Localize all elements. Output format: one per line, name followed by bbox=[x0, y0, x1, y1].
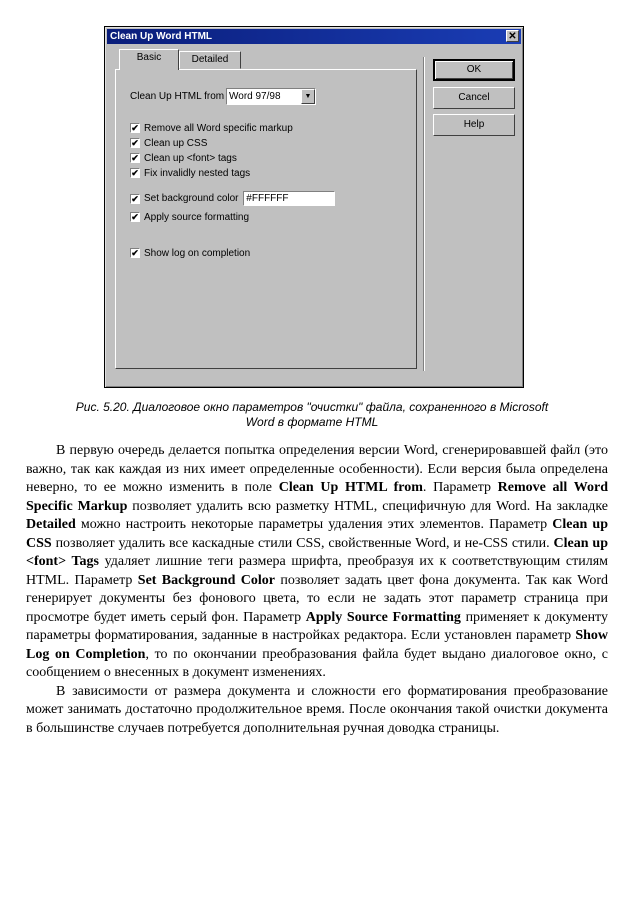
paragraph-2: В зависимости от размера документа и сложности его форматирования преобразование может занимать достаточно продолжительное время. После окончания такой очистки документа в большинстве случаев потребуется дополнительная ручная доводка страницы. bbox=[26, 683, 608, 736]
text-run: удаляет лишние теги размера шрифта, преобразуя их к соответствующим стилям HTML. Параметр bbox=[26, 554, 608, 588]
option-remove-word-markup[interactable] bbox=[130, 122, 293, 135]
bold-term: Clean up CSS bbox=[26, 517, 608, 551]
paragraph-1 bbox=[26, 442, 608, 683]
clean-up-font-tags-checkbox[interactable]: ✔ bbox=[131, 153, 139, 164]
bold-term: Show Log on Completion bbox=[26, 628, 608, 662]
text-run: , то по окончании преобразования файла будет выдано диалоговое окно, с сообщением о внесенных в документ изменениях. bbox=[26, 646, 608, 680]
caption-line-1: Рис. 5.20. Диалоговое окно параметров "очистки" файла, сохраненного в Microsoft bbox=[75, 400, 549, 414]
option-label: Apply source formatting bbox=[144, 212, 250, 223]
text-run: позволяет удалить всю разметку HTML, специфичную для Word. На закладке bbox=[127, 498, 608, 514]
bold-term: Detailed bbox=[26, 517, 76, 532]
clean-up-from-value: Word 97/98 bbox=[229, 91, 281, 102]
text-run: применяет к документу параметры форматирования, заданные в настройках редактора. Если установлен параметр bbox=[26, 609, 608, 643]
dialog-separator bbox=[423, 57, 425, 371]
chevron-down-icon[interactable]: ▼ bbox=[301, 89, 315, 104]
cancel-button[interactable]: Cancel bbox=[433, 87, 515, 109]
option-fix-nested-tags[interactable] bbox=[130, 167, 250, 180]
text-run: позволяет удалить все каскадные стили CSS, свойственные Word, и не-CSS стили. bbox=[51, 535, 554, 551]
help-button[interactable]: Help bbox=[433, 114, 515, 136]
bold-term: Set Background Color bbox=[137, 572, 276, 588]
ok-button[interactable]: OK bbox=[433, 59, 515, 81]
set-background-color-checkbox[interactable]: ✔ bbox=[131, 193, 139, 204]
bold-term: Clean Up HTML from bbox=[278, 480, 423, 495]
clean-up-from-label: Clean Up HTML from bbox=[130, 91, 225, 102]
tab-detailed[interactable]: Detailed bbox=[179, 51, 241, 69]
option-label: Clean up <font> tags bbox=[144, 153, 237, 164]
basic-tab-panel bbox=[115, 69, 417, 369]
tab-basic[interactable]: Basic bbox=[119, 49, 179, 70]
text-run: можно настроить некоторые параметры удаления этих элементов. Параметр bbox=[75, 517, 553, 532]
option-label: Fix invalidly nested tags bbox=[144, 168, 251, 179]
option-clean-up-font-tags[interactable] bbox=[130, 152, 237, 165]
bold-term: Apply Source Formatting bbox=[305, 609, 461, 625]
remove-word-markup-checkbox[interactable]: ✔ bbox=[131, 123, 139, 134]
fix-nested-tags-checkbox[interactable]: ✔ bbox=[131, 168, 139, 179]
show-log-checkbox[interactable]: ✔ bbox=[131, 248, 139, 259]
dialog-title: Clean Up Word HTML bbox=[110, 31, 213, 42]
text-run: В первую очередь делается попытка определения версии Word, сгенерировавшей файл (это важно, так как каждая из них имеет определенные особенности). Если версия была определена неверно, то ее можно изменить в поле bbox=[26, 443, 608, 495]
option-label: Clean up CSS bbox=[144, 138, 208, 149]
option-label: Set background color bbox=[144, 193, 239, 205]
text-run: позволяет задать цвет фона документа. Так как Word генерирует документы без фонового цвета, то если не задать этот параметр страница при просмотре будет иметь серый фон. Параметр bbox=[26, 572, 609, 625]
body-text bbox=[26, 442, 608, 738]
close-icon[interactable]: ✕ bbox=[506, 30, 519, 42]
option-show-log[interactable] bbox=[130, 247, 250, 260]
option-clean-up-css[interactable] bbox=[130, 137, 207, 150]
caption-line-2: Word в формате HTML bbox=[245, 415, 379, 429]
background-color-input[interactable]: #FFFFFF bbox=[243, 191, 335, 206]
apply-source-formatting-checkbox[interactable]: ✔ bbox=[131, 212, 139, 223]
bold-term: Clean up <font> Tags bbox=[26, 535, 608, 569]
clean-up-word-html-dialog bbox=[104, 26, 524, 388]
option-set-background-color[interactable] bbox=[130, 191, 335, 204]
option-label: Remove all Word specific markup bbox=[144, 123, 293, 134]
option-apply-source-formatting[interactable] bbox=[130, 211, 249, 224]
clean-up-from-select[interactable] bbox=[226, 88, 316, 105]
bold-term: Remove all Word Specific Markup bbox=[26, 480, 608, 514]
dialog-titlebar bbox=[107, 29, 521, 44]
text-run: . Параметр bbox=[422, 480, 498, 495]
figure-caption bbox=[12, 400, 612, 430]
option-label: Show log on completion bbox=[144, 248, 251, 259]
clean-up-css-checkbox[interactable]: ✔ bbox=[131, 138, 139, 149]
